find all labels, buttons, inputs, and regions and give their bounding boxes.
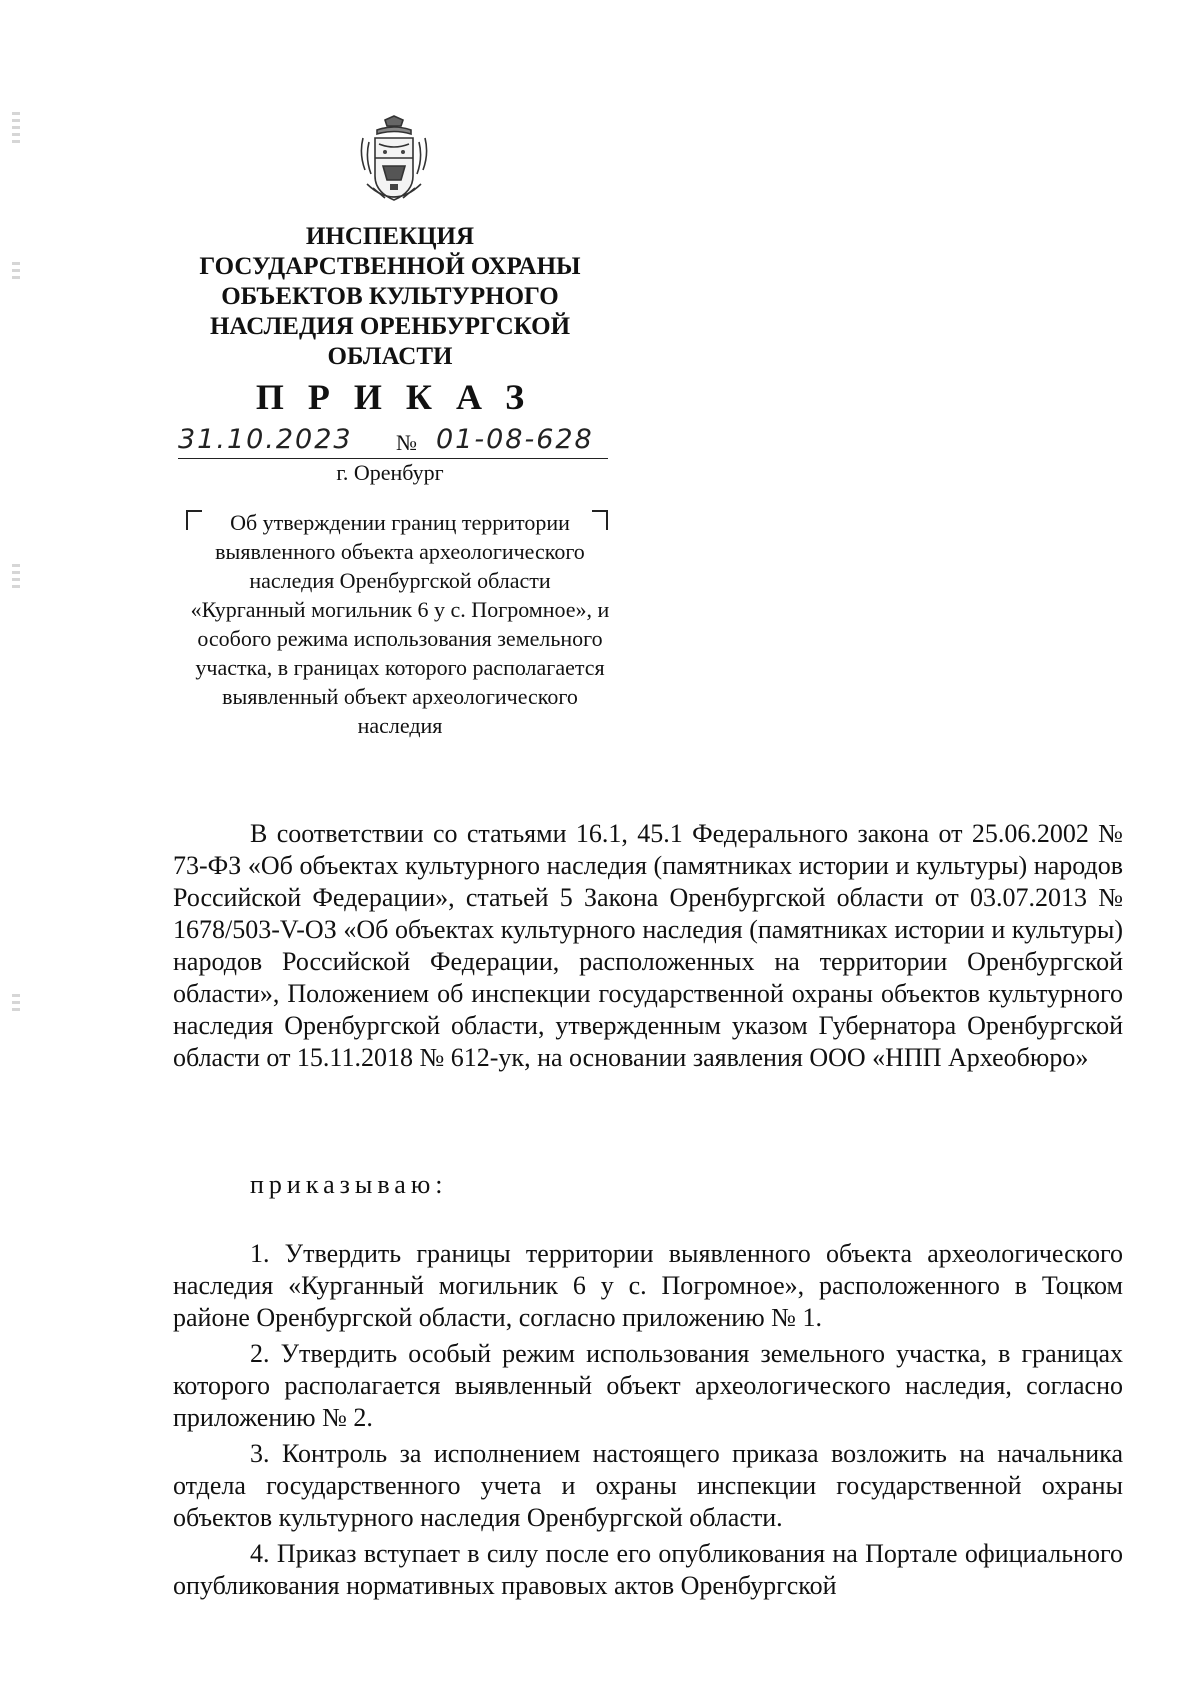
handwritten-number: 01-08-628 xyxy=(436,424,594,455)
document-subject: Об утверждении границ территории выявленного объекта археологического наследия Оренбургской области «Курганный могильник 6 у с. Погромное», и особого режима использования земельного участка, в границах которого располагается выявленный объект археологического наследия xyxy=(190,510,610,738)
date-underline xyxy=(178,458,608,459)
order-item: 2. Утвердить особый режим использования земельного участка, в границах которого располагается выявленный объект археологического наследия, согласно приложению № 2. xyxy=(173,1339,1123,1432)
document-type-title: ПРИКАЗ xyxy=(255,377,549,417)
city: г. Оренбург xyxy=(336,460,444,485)
order-item: 1. Утвердить границы территории выявленного объекта археологического наследия «Курганный могильник 6 у с. Погромное», расположенного в Тоцком районе Оренбургской области, согласно приложению № 1. xyxy=(173,1239,1123,1332)
org-line: ОБЪЕКТОВ КУЛЬТУРНОГО xyxy=(221,283,559,310)
issuing-organization xyxy=(175,222,605,372)
org-line: ГОСУДАРСТВЕННОЙ ОХРАНЫ xyxy=(199,253,581,280)
order-item: 4. Приказ вступает в силу после его опубликования на Портале официального опубликования нормативных правовых актов Оренбургской xyxy=(173,1539,1123,1600)
org-line: НАСЛЕДИЯ ОРЕНБУРГСКОЙ xyxy=(209,313,571,340)
org-line: ИНСПЕКЦИЯ xyxy=(305,223,475,250)
order-word: приказываю: xyxy=(250,1170,448,1199)
preamble xyxy=(173,818,1123,1074)
scan-artifact xyxy=(12,258,20,298)
scan-artifact xyxy=(12,108,20,178)
preamble-text: В соответствии со статьями 16.1, 45.1 Федерального закона от 25.06.2002 № 73-ФЗ «Об объектах культурного наследия (памятниках истории и культуры) народов Российской Федерации», статьей 5 Закона Оренбургской области от 03.07.2013 № 1678/503-V-ОЗ «Об объектах культурного наследия (памятниках истории и культуры) народов Российской Федерации, расположенных на территории Оренбургской области», Положением об инспекции государственной охраны объектов культурного наследия Оренбургской области, утвержденным указом Губернатора Оренбургской области от 15.11.2018 № 612-ук, на основании заявления ООО «НПП Археобюро» xyxy=(173,819,1123,1072)
coat-of-arms-icon xyxy=(355,114,433,210)
date-number-line xyxy=(178,424,618,464)
order-items xyxy=(173,1238,1123,1606)
order-item: 3. Контроль за исполнением настоящего приказа возложить на начальника отдела государственного учета и охраны инспекции государственной охраны объектов культурного наследия Оренбургской области. xyxy=(173,1439,1123,1532)
number-sign: № xyxy=(396,430,417,455)
org-line: ОБЛАСТИ xyxy=(327,343,453,370)
scan-artifact xyxy=(12,990,20,1030)
handwritten-date: 31.10.2023 xyxy=(178,424,353,455)
scan-artifact xyxy=(12,560,20,610)
